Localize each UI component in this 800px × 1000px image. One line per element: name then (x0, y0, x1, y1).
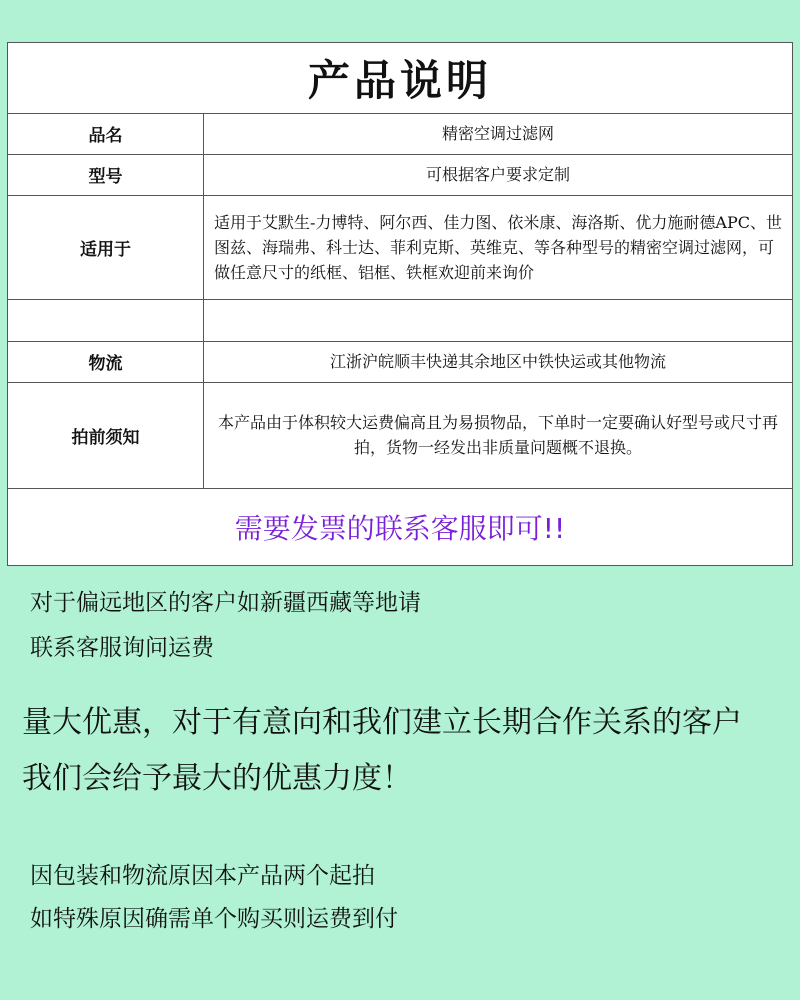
row-label: 品名 (8, 113, 204, 154)
row-label: 型号 (8, 154, 204, 195)
row-value (204, 299, 792, 341)
product-spec-card (7, 42, 793, 566)
table-row-product-name (8, 113, 792, 155)
discount-note-line1: 量大优惠，对于有意向和我们建立长期合作关系的客户 (22, 705, 742, 740)
row-value: 可根据客户要求定制 (425, 165, 570, 184)
table-row-empty (8, 299, 792, 342)
row-label (8, 299, 204, 341)
invoice-note: 需要发票的联系客服即可!! (234, 512, 566, 545)
row-label: 适用于 (8, 195, 204, 299)
table-row-purchase-notice (8, 382, 792, 489)
row-value: 精密空调过滤网 (441, 124, 554, 143)
table-row-logistics (8, 341, 792, 383)
remote-area-note-line1: 对于偏远地区的客户如新疆西藏等地请 (30, 590, 421, 616)
packing-note-line1: 因包装和物流原因本产品两个起拍 (30, 863, 375, 889)
row-label: 拍前须知 (8, 382, 204, 488)
row-value: 江浙沪皖顺丰快递其余地区中铁快运或其他物流 (329, 352, 666, 371)
table-row-model (8, 154, 792, 196)
row-value: 本产品由于体积较大运费偏高且为易损物品，下单时一定要确认好型号或尺寸再拍，货物一经发出非质量问题概不退换。 (218, 413, 779, 457)
packing-note-line2: 如特殊原因确需单个购买则运费到付 (30, 906, 398, 932)
discount-note-line2: 我们会给予最大的优惠力度！ (22, 761, 412, 796)
table-row-compatible (8, 195, 792, 300)
row-value: 适用于艾默生-力博特、阿尔西、佳力图、依米康、海洛斯、优力施耐德APC、世图兹、海瑞弗、科士达、菲利克斯、英维克、等各种型号的精密空调过滤网，可做任意尺寸的纸框、铝框、铁框欢迎前来询价 (214, 212, 782, 282)
remote-area-note-line2: 联系客服询问运费 (30, 635, 214, 661)
row-label: 物流 (8, 341, 204, 382)
page-title: 产品说明 (8, 43, 792, 114)
